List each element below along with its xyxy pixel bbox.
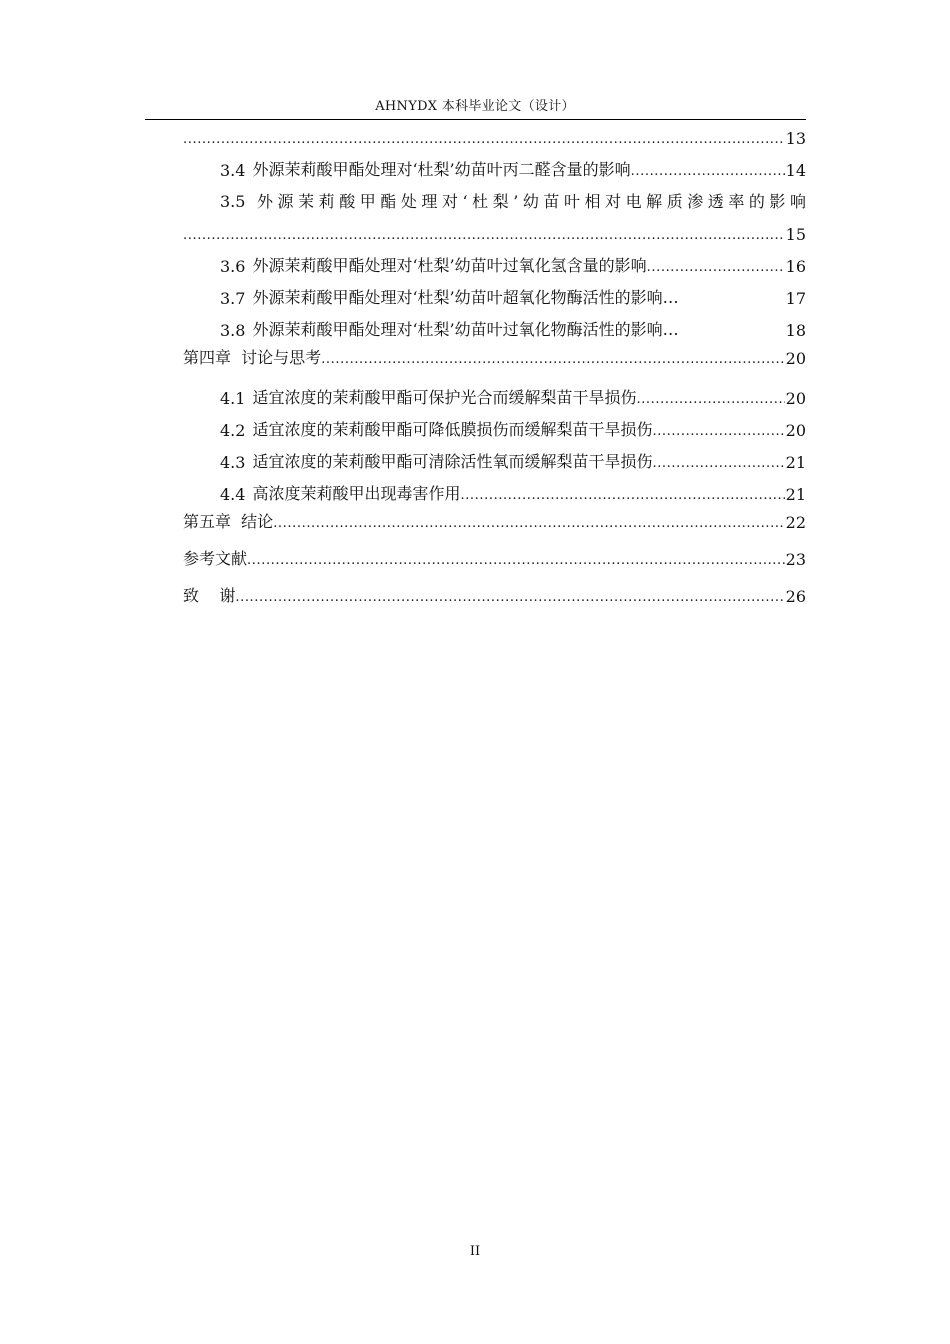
toc-page-number: 20 <box>785 421 806 440</box>
toc-entry-title: 适宜浓度的茉莉酸甲酯可清除活性氧而缓解梨苗干旱损伤 <box>252 452 653 471</box>
toc-entry[interactable] <box>183 582 806 606</box>
toc-entry-title: 第四章 讨论与思考 <box>183 348 322 367</box>
toc-leader-dots <box>273 516 784 532</box>
page-number-footer: II <box>469 1244 481 1259</box>
toc-section-number: 3.4 <box>220 161 246 180</box>
toc-section-number: 4.4 <box>220 485 246 504</box>
toc-page-number: 22 <box>785 513 806 532</box>
toc-page-number: 21 <box>785 453 806 472</box>
toc-page-number: 23 <box>785 550 806 569</box>
toc-entry[interactable] <box>183 344 806 368</box>
toc-page-number: 15 <box>785 225 806 244</box>
toc-leader-dots <box>652 424 784 440</box>
toc-section-number: 4.2 <box>220 421 246 440</box>
toc-leader-dots <box>631 164 785 180</box>
toc-page-number: 26 <box>785 587 806 606</box>
toc-page-number: 16 <box>785 257 806 276</box>
toc-entry[interactable] <box>220 416 806 440</box>
toc-entry-title: 外源茉莉酸甲酯处理对‘杜梨’幼苗叶过氧化氢含量的影响 <box>252 256 647 275</box>
toc-leader-dots <box>183 228 785 244</box>
toc-entry-title: 外源茉莉酸甲酯处理对‘杜梨’幼苗叶丙二醛含量的影响 <box>252 160 631 179</box>
toc-page-number: 14 <box>785 161 806 180</box>
header-rule <box>145 119 806 120</box>
toc-entry-title: 高浓度茉莉酸甲出现毒害作用 <box>252 484 461 503</box>
running-header: AHNYDX 本科毕业论文（设计） <box>375 99 575 114</box>
toc-entry[interactable] <box>183 124 806 148</box>
toc-page-number: 20 <box>785 349 806 368</box>
toc-leader-dots <box>460 488 784 504</box>
toc-section-number: 3.7 <box>220 289 246 308</box>
toc-entry[interactable] <box>220 316 806 340</box>
toc-section-number: 3.5 <box>220 192 246 211</box>
toc-leader-dots <box>247 553 785 569</box>
toc-entry-title-line <box>220 189 806 212</box>
toc-entry[interactable] <box>183 508 806 532</box>
toc-section-number: 3.6 <box>220 257 246 276</box>
toc-entry-title: 参考文献 <box>183 549 248 568</box>
toc-leader-dots <box>636 392 784 408</box>
toc-entry[interactable] <box>220 448 806 472</box>
toc-entry-title: 外源茉莉酸甲酯处理对‘杜梨’幼苗叶相对电解质渗透率的影响 <box>252 192 806 211</box>
toc-page-number: 20 <box>785 389 806 408</box>
toc-leader-dots <box>652 456 784 472</box>
toc-leader-dots <box>183 132 785 148</box>
toc-section-number: 4.3 <box>220 453 246 472</box>
toc-entry-title: 适宜浓度的茉莉酸甲酯可降低膜损伤而缓解梨苗干旱损伤 <box>252 420 653 439</box>
toc-entry[interactable] <box>220 188 806 212</box>
toc-entry[interactable] <box>220 284 806 308</box>
toc-entry-title: 适宜浓度的茉莉酸甲酯可保护光合而缓解梨苗干旱损伤 <box>252 388 637 407</box>
toc-entry[interactable] <box>220 252 806 276</box>
toc-leader-dots <box>235 590 784 606</box>
toc-entry[interactable] <box>183 220 806 244</box>
toc-entry-title: 外源茉莉酸甲酯处理对‘杜梨’幼苗叶过氧化物酶活性的影响… <box>252 320 679 339</box>
toc-section-number: 4.1 <box>220 389 246 408</box>
toc-page-number: 17 <box>785 289 806 308</box>
toc-page-number: 21 <box>785 485 806 504</box>
toc-entry-title: 外源茉莉酸甲酯处理对‘杜梨’幼苗叶超氧化物酶活性的影响… <box>252 288 679 307</box>
toc-entry-title: 致 谢 <box>183 586 236 605</box>
toc-section-number: 3.8 <box>220 321 246 340</box>
toc-leader-dots <box>321 352 784 368</box>
toc-entry[interactable] <box>220 480 806 504</box>
toc-entry[interactable] <box>220 156 806 180</box>
toc-entry-title: 第五章 结论 <box>183 512 274 531</box>
toc-page-number: 18 <box>785 321 806 340</box>
toc-page-number: 13 <box>785 129 806 148</box>
toc-entry[interactable] <box>183 545 806 569</box>
toc-entry[interactable] <box>220 384 806 408</box>
toc-leader-dots <box>647 260 785 276</box>
